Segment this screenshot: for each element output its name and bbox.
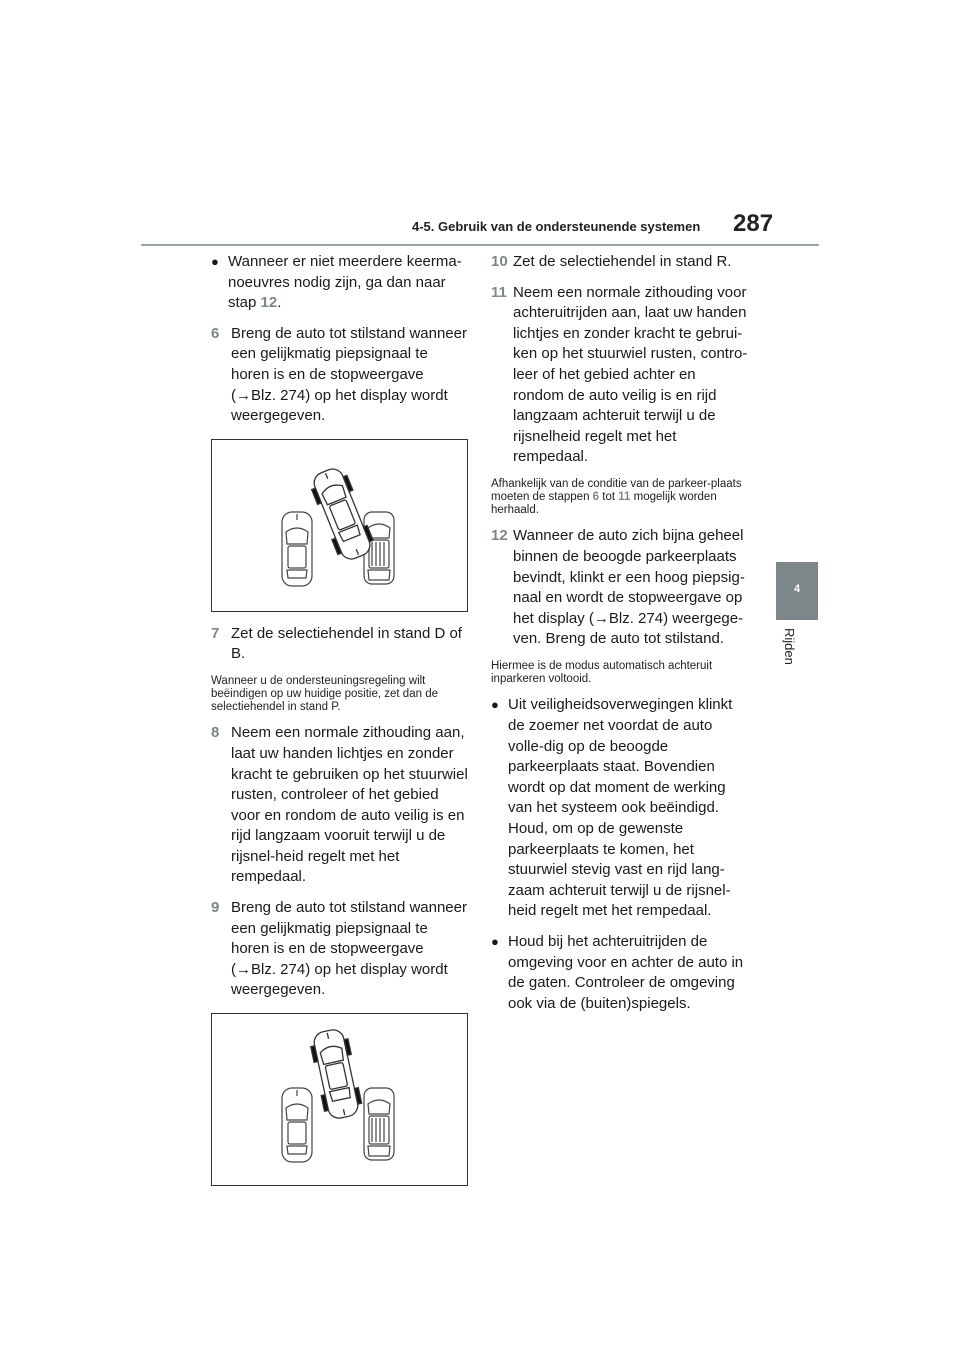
parked-car-left-icon: [282, 512, 312, 586]
chapter-tab: [776, 562, 818, 620]
step-number: 12: [491, 527, 508, 545]
step-text: Breng de auto tot stilstand wanneer een gelijkmatig piepsignaal te horen is en de stopweergave (→Blz. 274) op het display wordt weergegeven.: [231, 899, 467, 999]
bullet-icon: ●: [491, 697, 499, 713]
step-number: 9: [211, 899, 220, 917]
parking-illustration-2: [211, 1013, 468, 1186]
parked-car-right-icon: [364, 1088, 394, 1160]
chapter-number: 4: [793, 583, 801, 595]
step-7: [211, 624, 468, 665]
bullet-text: Wanneer er niet meerdere keerma-noeuvres nodig zijn, ga dan naar stap: [228, 253, 462, 312]
note-text: Afhankelijk van de conditie van de parkeer-plaats moeten de stappen: [491, 477, 742, 503]
step-6: [211, 324, 468, 427]
page-number: 287: [733, 210, 774, 237]
step-text: Zet de selectiehendel in stand R.: [513, 253, 732, 270]
bullet-icon: ●: [491, 934, 499, 950]
note-text: tot: [599, 490, 619, 503]
bullet-end: .: [277, 294, 282, 312]
step-number: 7: [211, 624, 220, 642]
step-text: Zet de selectiehendel in stand D of B.: [231, 624, 462, 663]
bullet-item: [211, 252, 468, 314]
step-text: Wanneer de auto zich bijna geheel binnen de beoogde parkeerplaats bevindt, klinkt er een hoog piepsig-naal en wordt de stopweergave op het display (→Blz. 274) weergege-ven. Breng de auto tot stilstand.: [513, 527, 745, 648]
chapter-label: Rijden: [782, 628, 797, 665]
moving-car-icon: [308, 1027, 363, 1121]
section-title: 4-5. Gebruik van de ondersteunende systemen: [412, 219, 701, 234]
cars-diagram-icon: [212, 440, 466, 610]
step-9: [211, 898, 468, 1001]
bullet-item: [491, 695, 749, 922]
step-number: 8: [211, 724, 220, 742]
bullet-text: Uit veiligheidsoverwegingen klinkt de zoemer net voordat de auto volle-dig op de beoogde parkeerplaats staat. Bovendien wordt op dat moment de werking van het systeem ook beëindigd. Houd, om op de gewenste parkeerplaats te komen, het stuurwiel stevig vast en rijd lang-zaam achteruit terwijl u de rijsnel-heid regelt met het rempedaal.: [508, 696, 733, 920]
bullet-icon: ●: [211, 254, 219, 269]
parked-car-left-icon: [282, 1088, 312, 1162]
note-text: mogelijk worden herhaald.: [491, 490, 717, 516]
step-reference: 12: [260, 294, 278, 312]
step-8: [211, 723, 468, 888]
step-number: 6: [211, 324, 220, 342]
right-column: [491, 252, 749, 1024]
step-10: [491, 252, 749, 273]
note-text: Hiermee is de modus automatisch achteruit inparkeren voltooid.: [491, 659, 713, 685]
step-12: [491, 526, 749, 650]
step-text: Neem een normale zithouding aan, laat uw handen lichtjes en zonder kracht te gebruiken op het stuurwiel rusten, controleer of het gebied voor en rondom de auto veilig is en rijd langzaam vooruit terwijl u de rijsnel-heid regelt met het rempedaal.: [231, 724, 468, 886]
step-reference: 6: [592, 490, 600, 503]
step-reference: 11: [618, 490, 631, 503]
bullet-text: Houd bij het achteruitrijden de omgeving voor en achter de auto in de gaten. Controleer de omgeving ook via de (buiten)spiegels.: [508, 933, 744, 1012]
bullet-item: [491, 932, 749, 1014]
header-divider: [141, 244, 819, 246]
note-text: Wanneer u de ondersteuningsregeling wilt beëindigen op uw huidige positie, zet dan de selectiehendel in stand P.: [211, 674, 438, 713]
step-text: Breng de auto tot stilstand wanneer een gelijkmatig piepsignaal te horen is en de stopweergave (→Blz. 274) op het display wordt weergegeven.: [231, 324, 467, 425]
note-repeat-steps: [491, 478, 749, 516]
step-11: [491, 283, 749, 468]
parking-illustration-1: [211, 439, 468, 612]
left-column: [211, 252, 468, 1198]
step-number: 11: [491, 283, 507, 301]
chapter-label-container: [782, 628, 802, 678]
cars-diagram-icon: [212, 1014, 466, 1184]
step-text: Neem een normale zithouding voor achteruitrijden aan, laat uw handen lichtjes en zonder kracht te gebrui-ken op het stuurwiel rusten, contro-leer of het gebied achter en rondom de auto veilig is en rijd langzaam achteruit terwijl u de rijsnelheid regelt met het rempedaal.: [513, 283, 748, 466]
step-number: 10: [491, 253, 508, 270]
